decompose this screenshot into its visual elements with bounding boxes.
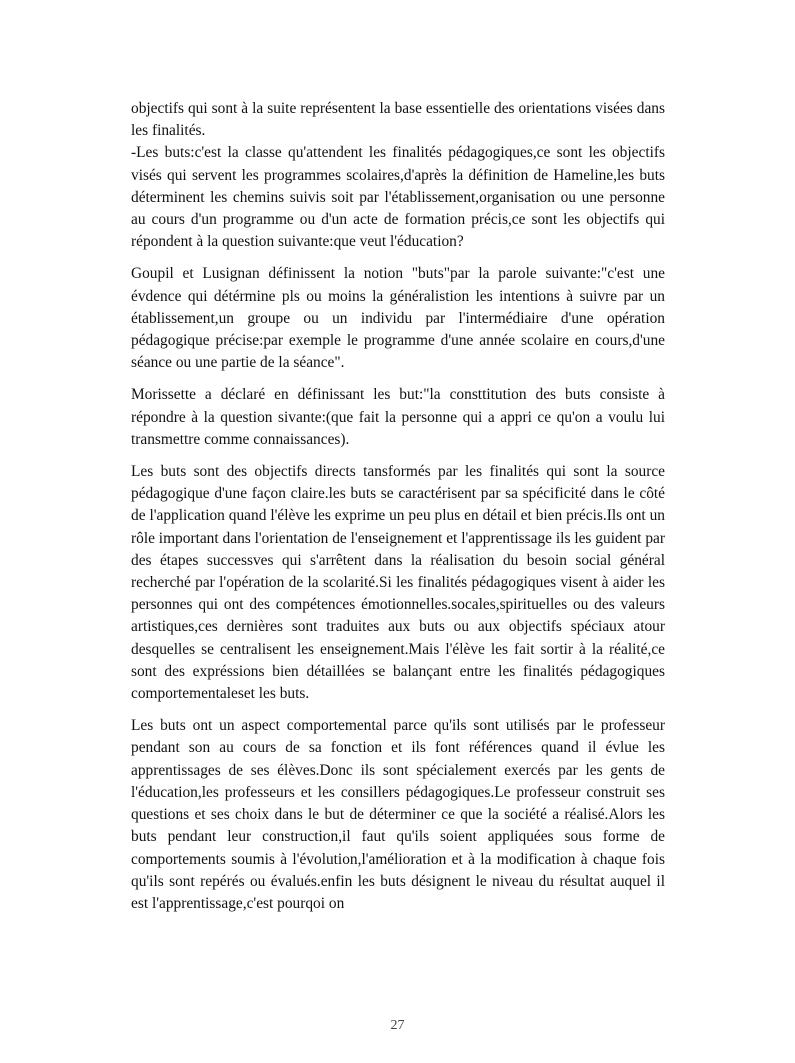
paragraph-morissette: Morissette a déclaré en définissant les but:"la consttitution des buts consiste à répondre à la question sivante:(que fait la personne qui a appri ce qu'on a voulu lui transmettre comme connaissances). <box>131 386 665 448</box>
paragraph-goupil-lusignan: Goupil et Lusignan définissent la notion "buts"par la parole suivante:"c'est une évdence qui détérmine pls ou moins la généralistion les intentions à suivre par un établissement,un groupe ou un individu par l'intermédiaire d'une opération pédagogique précise:par exemple le programme d'une année scolaire en cours,d'une séance ou une partie de la séance". <box>131 265 665 372</box>
paragraph-continuation: objectifs qui sont à la suite représentent la base essentielle des orientations visées dans les finalités. <box>131 100 665 140</box>
body-text <box>131 98 665 925</box>
page-number: 27 <box>390 1018 405 1033</box>
paragraph-aspect-comportemental: Les buts ont un aspect comportemental parce qu'ils sont utilisés par le professeur pendant son au cours de sa fonction et ils font références quand il évlue les apprentissages de ses élèves.Donc ils sont spécialement exercés par les gents de l'éducation,les professeurs et les consillers pédagogiques.Le professeur construit ses questions et ses choix dans le but de déterminer ce que la société a réalisé.Alors les buts pendant leur construction,il faut qu'ils soient appliquées sous forme de comportements soumis à l'évolution,l'amélioration et à la modification à chaque fois qu'ils sont repérés ou évalués.enfin les buts désignent le niveau du résultat auquel il est l'apprentissage,c'est pourqoi on <box>131 717 665 912</box>
paragraph-buts-objectifs: Les buts sont des objectifs directs tansformés par les finalités qui sont la source pédagogique d'une façon claire.les buts se caractérisent par sa spécificité dans le côté de l'application quand l'élève les exprime un peu plus en détail et bien précis.Ils ont un rôle important dans l'orientation de l'enseignement et l'apprentissage ils les guident par des étapes successves qui s'arrêtent dans la réalisation du besoin social général recherché par l'opération de la scolarité.Si les finalités pédagogiques visent à aider les personnes qui ont des compétences émotionnelles.socales,spirituelles ou des valeurs artistiques,ces dernières sont traduites aux buts ou aux objectifs spéciaux atour desquelles se centralisent les enseignement.Mais l'élève les fait sortir à la réalité,ce sont des expréssions bien détaillées se balançant entre les finalités pédagogiques comportementaleset les buts. <box>131 463 665 703</box>
paragraph-buts-definition: -Les buts:c'est la classe qu'attendent les finalités pédagogiques,ce sont les objectifs visés qui servent les programmes scolaires,d'après la définition de Hameline,les buts déterminent les chemins suivis soit par l'établissement,organisation ou une personne au cours d'un programme ou d'un acte de formation précis,ce sont les objectifs qui répondent à la question suivante:que veut l'éducation? <box>131 144 665 251</box>
